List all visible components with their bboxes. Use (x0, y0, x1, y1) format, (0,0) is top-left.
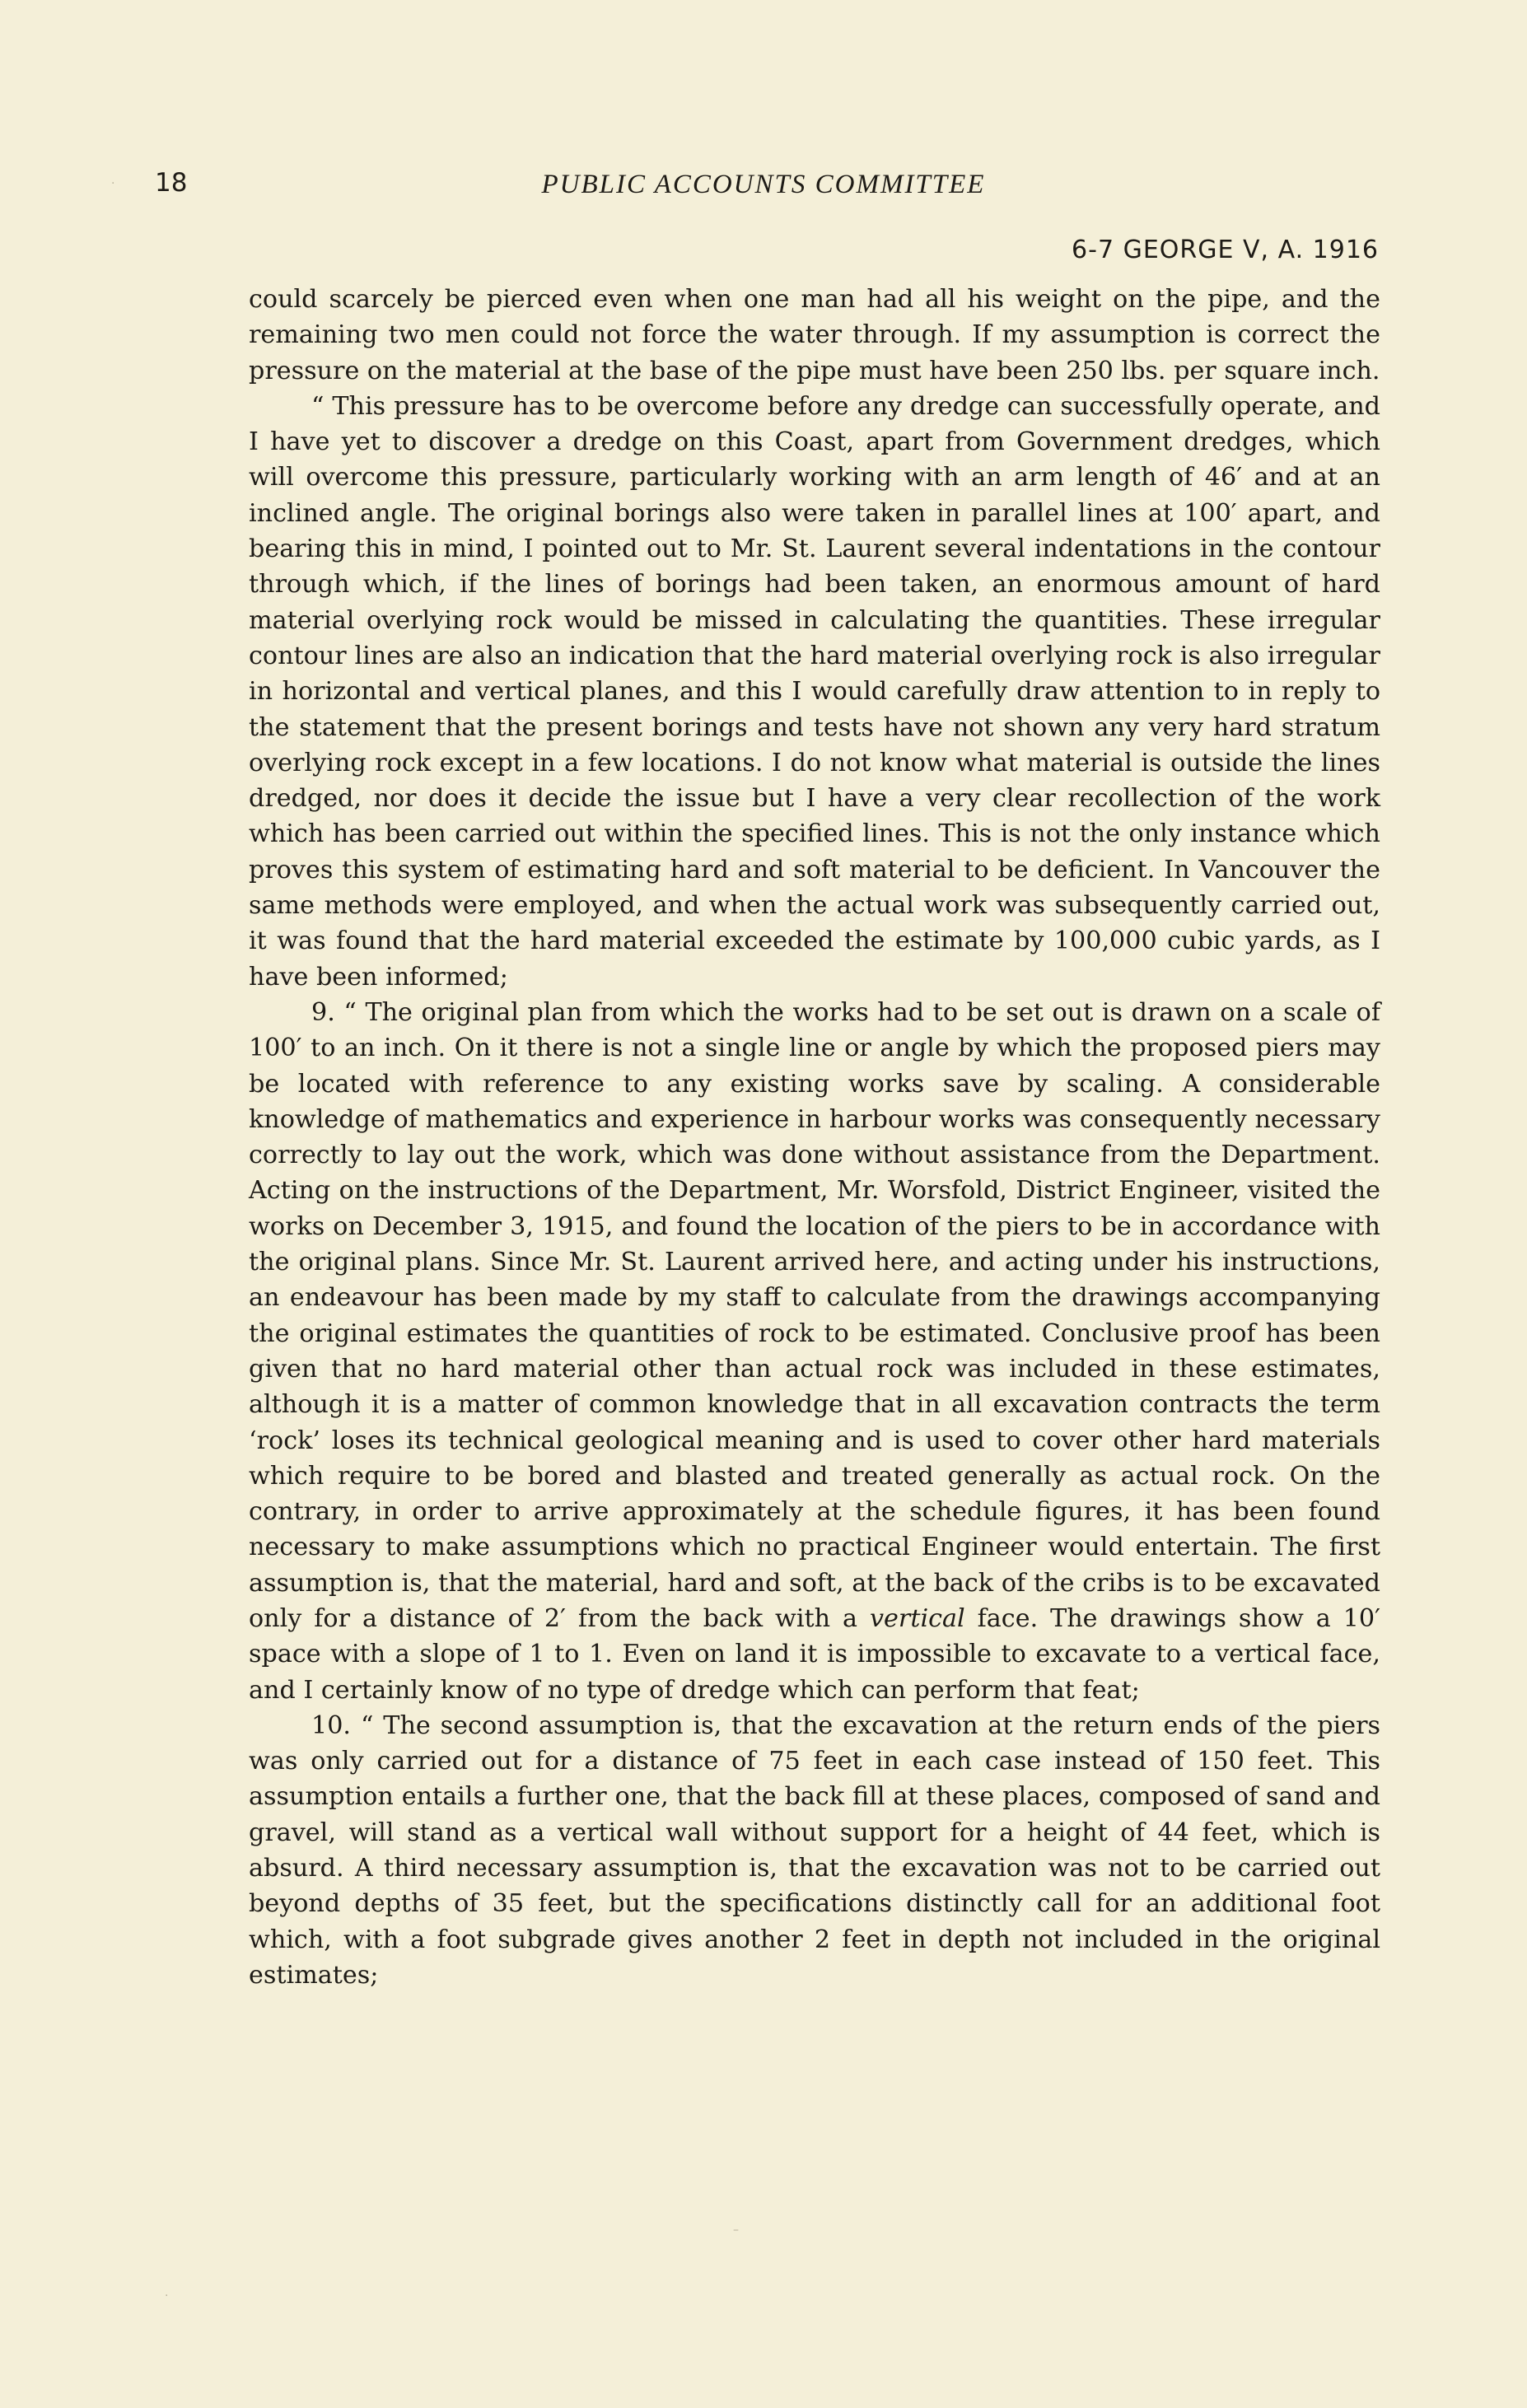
body-text (249, 282, 1380, 1993)
paragraph-item-9-text: 9. “ The original plan from which the works had to be set out is drawn on a scale of 100′ to an inch. On it there is not a single line or angle by which the proposed piers may be located with reference to any existing works save by scaling. A considerable knowledge of mathematics and experience in harbour works was consequently necessary correctly to lay out the work, which was done without assistance from the Department. Acting on the instructions of the Department, Mr. Worsfold, District Engineer, visited the works on December 3, 1915, and found the location of the piers to be in accordance with the original plans. Since Mr. St. Laurent arrived here, and acting under his instructions, an endeavour has been made by my staff to calculate from the drawings accompanying the original estimates the quantities of rock to be estimated. Conclusive proof has been given that no hard material other than actual rock was included in these estimates, although it is a matter of common knowledge that in all excavation contracts the term ‘rock’ loses its technical geological meaning and is used to cover other hard materials which require to be bored and blasted and treated generally as actual rock. On the contrary, in order to arrive approximately at the schedule figures, it has been found necessary to make assumptions which no practical Engineer would entertain. The first assumption is, that the material, hard and soft, at the back of the cribs is to be excavated only for a distance of 2′ from the back with a (249, 997, 1380, 1633)
margin-mark: – (733, 2224, 739, 2237)
paragraph-pressure: “ This pressure has to be overcome before any dredge can successfully operate, and I have yet to discover a dredge on this Coast, apart from Government dredges, which will overcome this pressure, particularly working with an arm length of 46′ and at an inclined angle. The original borings also were taken in parallel lines at 100′ apart, and bearing this in mind, I pointed out to Mr. St. Laurent several indentations in the contour through which, if the lines of borings had been taken, an enormous amount of hard material overlying rock would be missed in calculating the quantities. These irregular contour lines are also an indication that the hard material overlying rock is also irregular in horizontal and vertical planes, and this I would carefully draw attention to in reply to the statement that the present borings and tests have not shown any very hard stratum overlying rock except in a few locations. I do not know what material is outside the lines dredged, nor does it decide the issue but I have a very clear recollection of the work which has been carried out within the specified lines. This is not the only instance which proves this system of estimating hard and soft material to be deficient. In Vancouver the same methods were employed, and when the actual work was subsequently carried out, it was found that the hard material exceeded the estimate by 100,000 cubic yards, as I have been informed; (249, 391, 1380, 992)
paragraph-item-10: 10. “ The second assumption is, that the excavation at the return ends of the piers was only carried out for a distance of 75 feet in each case instead of 150 feet. This assumption entails a further one, that the back fill at these places, composed of sand and gravel, will stand as a vertical wall without support for a height of 44 feet, which is absurd. A third necessary assumption is, that the excavation was not to be carried out beyond depths of 35 feet, but the specifications distinctly call for an additional foot which, with a foot subgrade gives another 2 feet in depth not included in the original estimates; (249, 1710, 1380, 1990)
margin-mark: · (165, 2289, 169, 2303)
paragraph-continued: could scarcely be pierced even when one man had all his weight on the pipe, and the remaining two men could not force the water through. If my assumption is correct the pressure on the material at the base of the pipe must have been 250 lbs. per square inch. (249, 285, 1380, 385)
page-number: 18 (155, 168, 188, 198)
session-reference: 6-7 GEORGE V, A. 1916 (1072, 236, 1379, 264)
running-title: PUBLIC ACCOUNTS COMMITTEE (541, 170, 986, 199)
paragraph-item-9-end: face. The drawings show a 10′ space with a slope of 1 to 1. Even on land it is impossible to excavate to a vertical face, and I certainly know of no type of dredge which can perform that feat; (249, 1603, 1380, 1705)
margin-mark: · (111, 177, 115, 190)
paragraph-item-9 (249, 995, 1380, 1708)
italic-word: vertical (869, 1603, 965, 1633)
